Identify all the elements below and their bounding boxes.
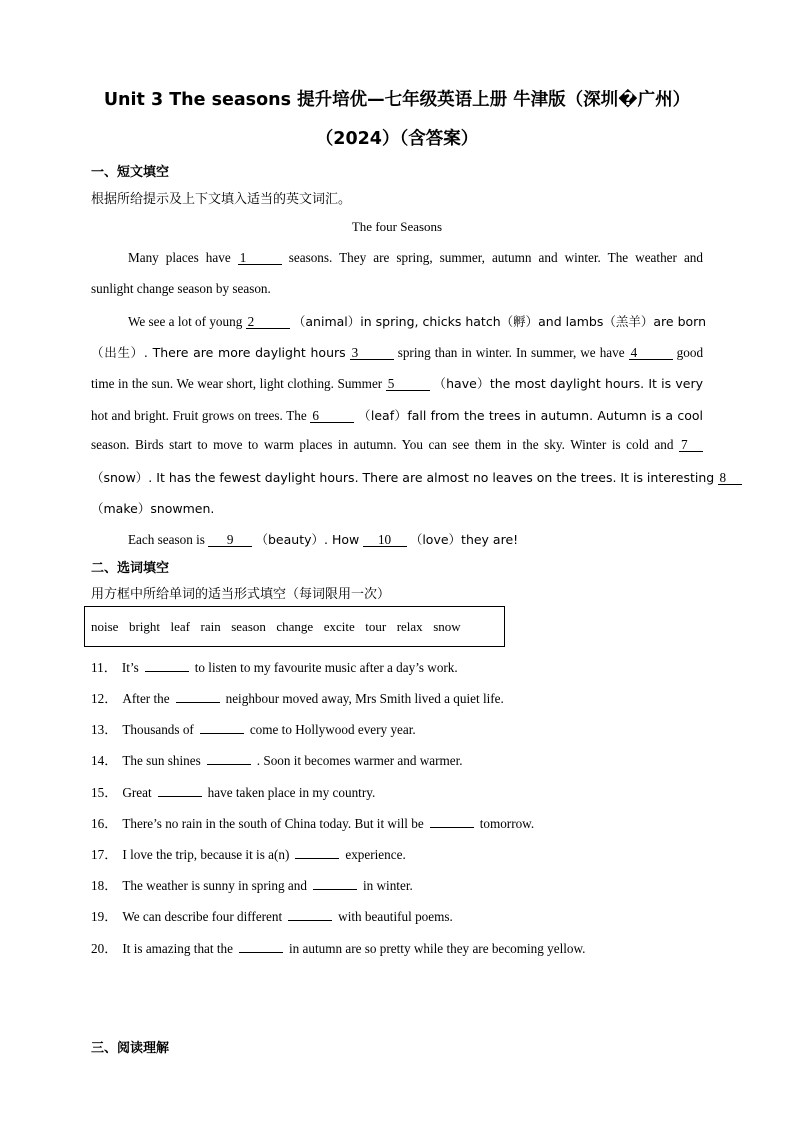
answer-blank[interactable]: [176, 691, 220, 703]
passage-line: （snow）. It has the fewest daylight hours. There are almost no leaves on the trees. It is interesting 8: [91, 468, 703, 486]
passage-line: sunlight change season by season.: [91, 281, 271, 296]
blank-4[interactable]: 4: [629, 346, 673, 360]
passage-line: （make）snowmen.: [91, 501, 215, 516]
word-box: [84, 606, 505, 647]
blank-2[interactable]: 2: [246, 315, 290, 329]
word-item: bright: [128, 618, 161, 634]
passage-line: season. Birds start to move to warm places in autumn. You can see them in the sky. Winter is cold and 7: [91, 437, 703, 453]
passage-line: time in the sun. We wear short, light clothing. Summer 5 （have）the most daylight hours. It is very: [91, 376, 704, 391]
answer-blank[interactable]: [145, 660, 189, 672]
blank-9[interactable]: 9: [208, 533, 252, 547]
word-item: rain: [200, 618, 221, 634]
question-19: 19． We can describe four different with beautiful poems.: [91, 909, 453, 924]
word-item: relax: [396, 618, 423, 634]
word-item: excite: [323, 618, 355, 634]
answer-blank[interactable]: [207, 753, 251, 765]
section2-heading: 二、选词填空: [91, 561, 170, 576]
passage-title: The four Seasons: [351, 219, 443, 234]
word-item: noise: [91, 618, 119, 634]
blank-6[interactable]: 6: [310, 409, 354, 423]
question-13: 13． Thousands of come to Hollywood every year.: [91, 722, 416, 737]
section2-instruction: 用方框中所给单词的适当形式填空（每词限用一次）: [91, 587, 391, 602]
section3-heading: 三、阅读理解: [91, 1041, 170, 1056]
passage-line: hot and bright. Fruit grows on trees. The 6 （leaf）fall from the trees in autumn. Autumn is a cool: [91, 408, 704, 423]
question-11: 11． It’s to listen to my favourite music after a day’s work.: [91, 660, 458, 675]
word-item: change: [276, 618, 314, 634]
question-15: 15． Great have taken place in my country.: [91, 785, 376, 800]
blank-1[interactable]: 1: [238, 251, 282, 265]
passage-line: Many places have 1 seasons. They are spring, summer, autumn and winter. The weather and: [128, 250, 703, 265]
question-12: 12． After the neighbour moved away, Mrs Smith lived a quiet life.: [91, 691, 504, 706]
question-20: 20． It is amazing that the in autumn are so pretty while they are becoming yellow.: [91, 941, 586, 956]
answer-blank[interactable]: [288, 909, 332, 921]
question-17: 17． I love the trip, because it is a(n) experience.: [91, 847, 406, 862]
answer-blank[interactable]: [295, 847, 339, 859]
answer-blank[interactable]: [200, 722, 244, 734]
passage-line: Each season is 9 （beauty）. How 10 （love）they are!: [128, 532, 519, 547]
question-18: 18． The weather is sunny in spring and in winter.: [91, 878, 413, 893]
passage-line: We see a lot of young 2 （animal）in spring, chicks hatch（孵）and lambs（羔羊）are born: [128, 314, 706, 329]
passage-line: （出生）. There are more daylight hours 3 spring than in winter. In summer, we have 4 good: [91, 345, 704, 360]
question-16: 16． There’s no rain in the south of China today. But it will be tomorrow.: [91, 816, 535, 831]
word-item: season: [231, 618, 266, 634]
word-item: tour: [365, 618, 387, 634]
section1-instruction: 根据所给提示及上下文填入适当的英文词汇。: [91, 192, 352, 207]
answer-blank[interactable]: [158, 785, 202, 797]
word-item: snow: [433, 618, 461, 634]
answer-blank[interactable]: [239, 941, 283, 953]
question-14: 14． The sun shines . Soon it becomes warmer and warmer.: [91, 753, 463, 768]
blank-7[interactable]: 7: [679, 438, 703, 452]
answer-blank[interactable]: [430, 816, 474, 828]
blank-3[interactable]: 3: [350, 346, 394, 360]
word-item: leaf: [170, 618, 190, 634]
document-title: Unit 3 The seasons 提升培优—七年级英语上册 牛津版（深圳�广州）: [103, 90, 691, 110]
answer-blank[interactable]: [313, 878, 357, 890]
blank-8[interactable]: 8: [718, 471, 742, 485]
document-subtitle: （2024）（含答案）: [315, 129, 479, 149]
blank-10[interactable]: 10: [363, 533, 407, 547]
blank-5[interactable]: 5: [386, 377, 430, 391]
section1-heading: 一、短文填空: [91, 165, 170, 180]
